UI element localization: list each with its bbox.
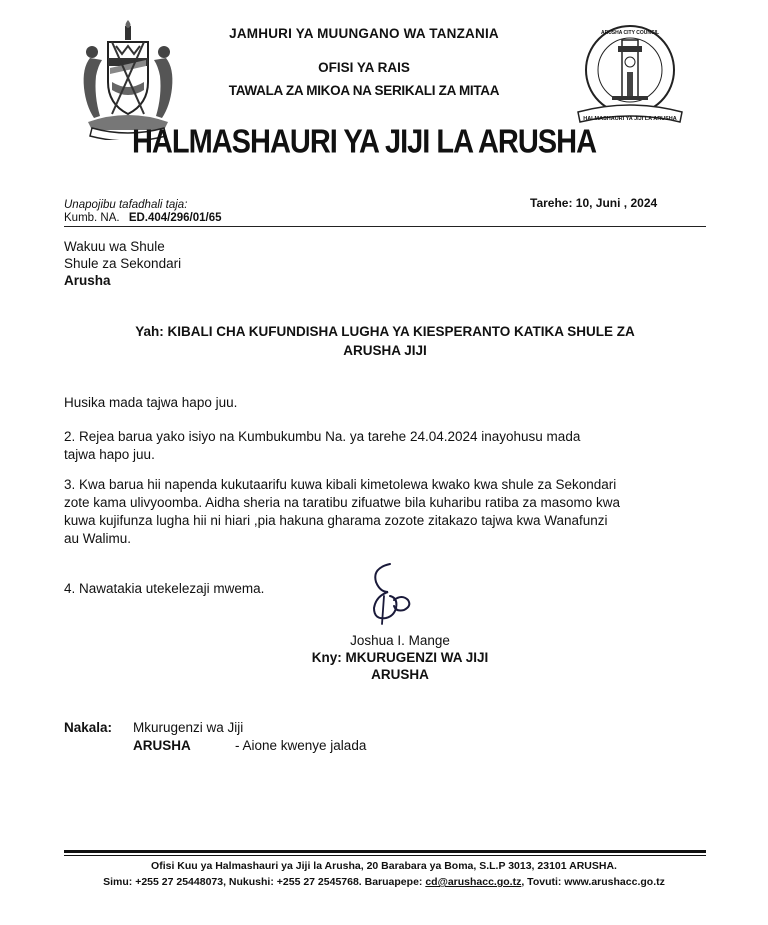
copy-place: ARUSHA xyxy=(133,738,191,753)
paragraph-3-line-2: zote kama ulivyoomba. Aidha sheria na taratibu zifuatwe bila kuharibu ratiba za masomo kwa xyxy=(64,495,621,510)
subject-line xyxy=(80,322,690,360)
footer-divider-thin xyxy=(64,855,706,856)
addressee-line-3: Arusha xyxy=(64,273,111,288)
footer-email-link[interactable]: cd@arushacc.go.tz xyxy=(425,876,522,888)
kumb-value: ED.404/296/01/65 xyxy=(128,212,222,224)
copy-note: - Aione kwenye jalada xyxy=(235,738,367,753)
letter-date: Tarehe: 10, Juni , 2024 xyxy=(530,196,658,210)
paragraph-2-line-1: 2. Rejea barua yako isiyo na Kumbukumbu Na. ya tarehe 24.04.2024 inayohusu mada xyxy=(64,429,581,444)
paragraph-3 xyxy=(64,476,704,548)
handwritten-signature xyxy=(360,560,420,626)
copy-recipient: Mkurugenzi wa Jiji xyxy=(133,720,244,735)
paragraph-4: 4. Nawatakia utekelezaji mwema. xyxy=(64,581,265,596)
addressee-line-2: Shule za Sekondari xyxy=(64,256,182,271)
header-republic: JAMHURI YA MUUNGANO WA TANZANIA xyxy=(229,26,499,41)
footer-contacts xyxy=(0,876,768,888)
header-divider xyxy=(64,226,706,227)
subject-line-1: Yah: KIBALI CHA KUFUNDISHA LUGHA YA KIESPERANTO KATIKA SHULE ZA xyxy=(135,324,635,339)
paragraph-1: Husika mada tajwa hapo juu. xyxy=(64,395,238,410)
reference-number xyxy=(64,212,222,224)
paragraph-3-line-1: 3. Kwa barua hii napenda kukutaarifu kuwa kibali kimetolewa kwako kwa shule za Sekondari xyxy=(64,477,617,492)
council-seal-top-text: ARUSHA CITY COUNCIL xyxy=(600,30,660,36)
paragraph-2 xyxy=(64,428,704,464)
council-seal-ribbon-text: HALMASHAURI YA JIJI LA ARUSHA xyxy=(583,116,677,122)
signatory-place: ARUSHA xyxy=(371,667,429,682)
footer-phone-fax: Simu: +255 27 25448073, Nukushi: +255 27 2545768. Baruapepe: xyxy=(103,876,426,888)
footer-website: , Tovuti: www.arushacc.go.tz xyxy=(521,876,665,888)
paragraph-2-line-2: tajwa hapo juu. xyxy=(64,447,155,462)
footer-divider-thick xyxy=(64,850,706,853)
header-office: OFISI YA RAIS xyxy=(318,60,410,75)
signatory-title: Kny: MKURUGENZI WA JIJI xyxy=(311,650,489,665)
kumb-label: Kumb. NA. xyxy=(64,212,120,224)
paragraph-3-line-4: au Walimu. xyxy=(64,531,132,546)
footer-address: Ofisi Kuu ya Halmashauri ya Jiji la Arusha, 20 Barabara ya Boma, S.L.P 3013, 23101 ARUSHA. xyxy=(151,860,617,872)
paragraph-3-line-3: kuwa kujifunza lugha hii ni hiari ,pia hakuna gharama zozote zitakazo tajwa kwa Wanafunzi xyxy=(64,513,608,528)
subject-line-2: ARUSHA JIJI xyxy=(343,343,427,358)
reference-label: Unapojibu tafadhali taja: xyxy=(64,199,188,211)
header-council-name: HALMASHAURI YA JIJI LA ARUSHA xyxy=(131,123,597,161)
header-regional-admin: TAWALA ZA MIKOA NA SERIKALI ZA MITAA xyxy=(228,83,500,98)
signatory-name: Joshua I. Mange xyxy=(350,633,450,648)
addressee-line-1: Wakuu wa Shule xyxy=(64,239,165,254)
copy-label: Nakala: xyxy=(64,720,113,735)
